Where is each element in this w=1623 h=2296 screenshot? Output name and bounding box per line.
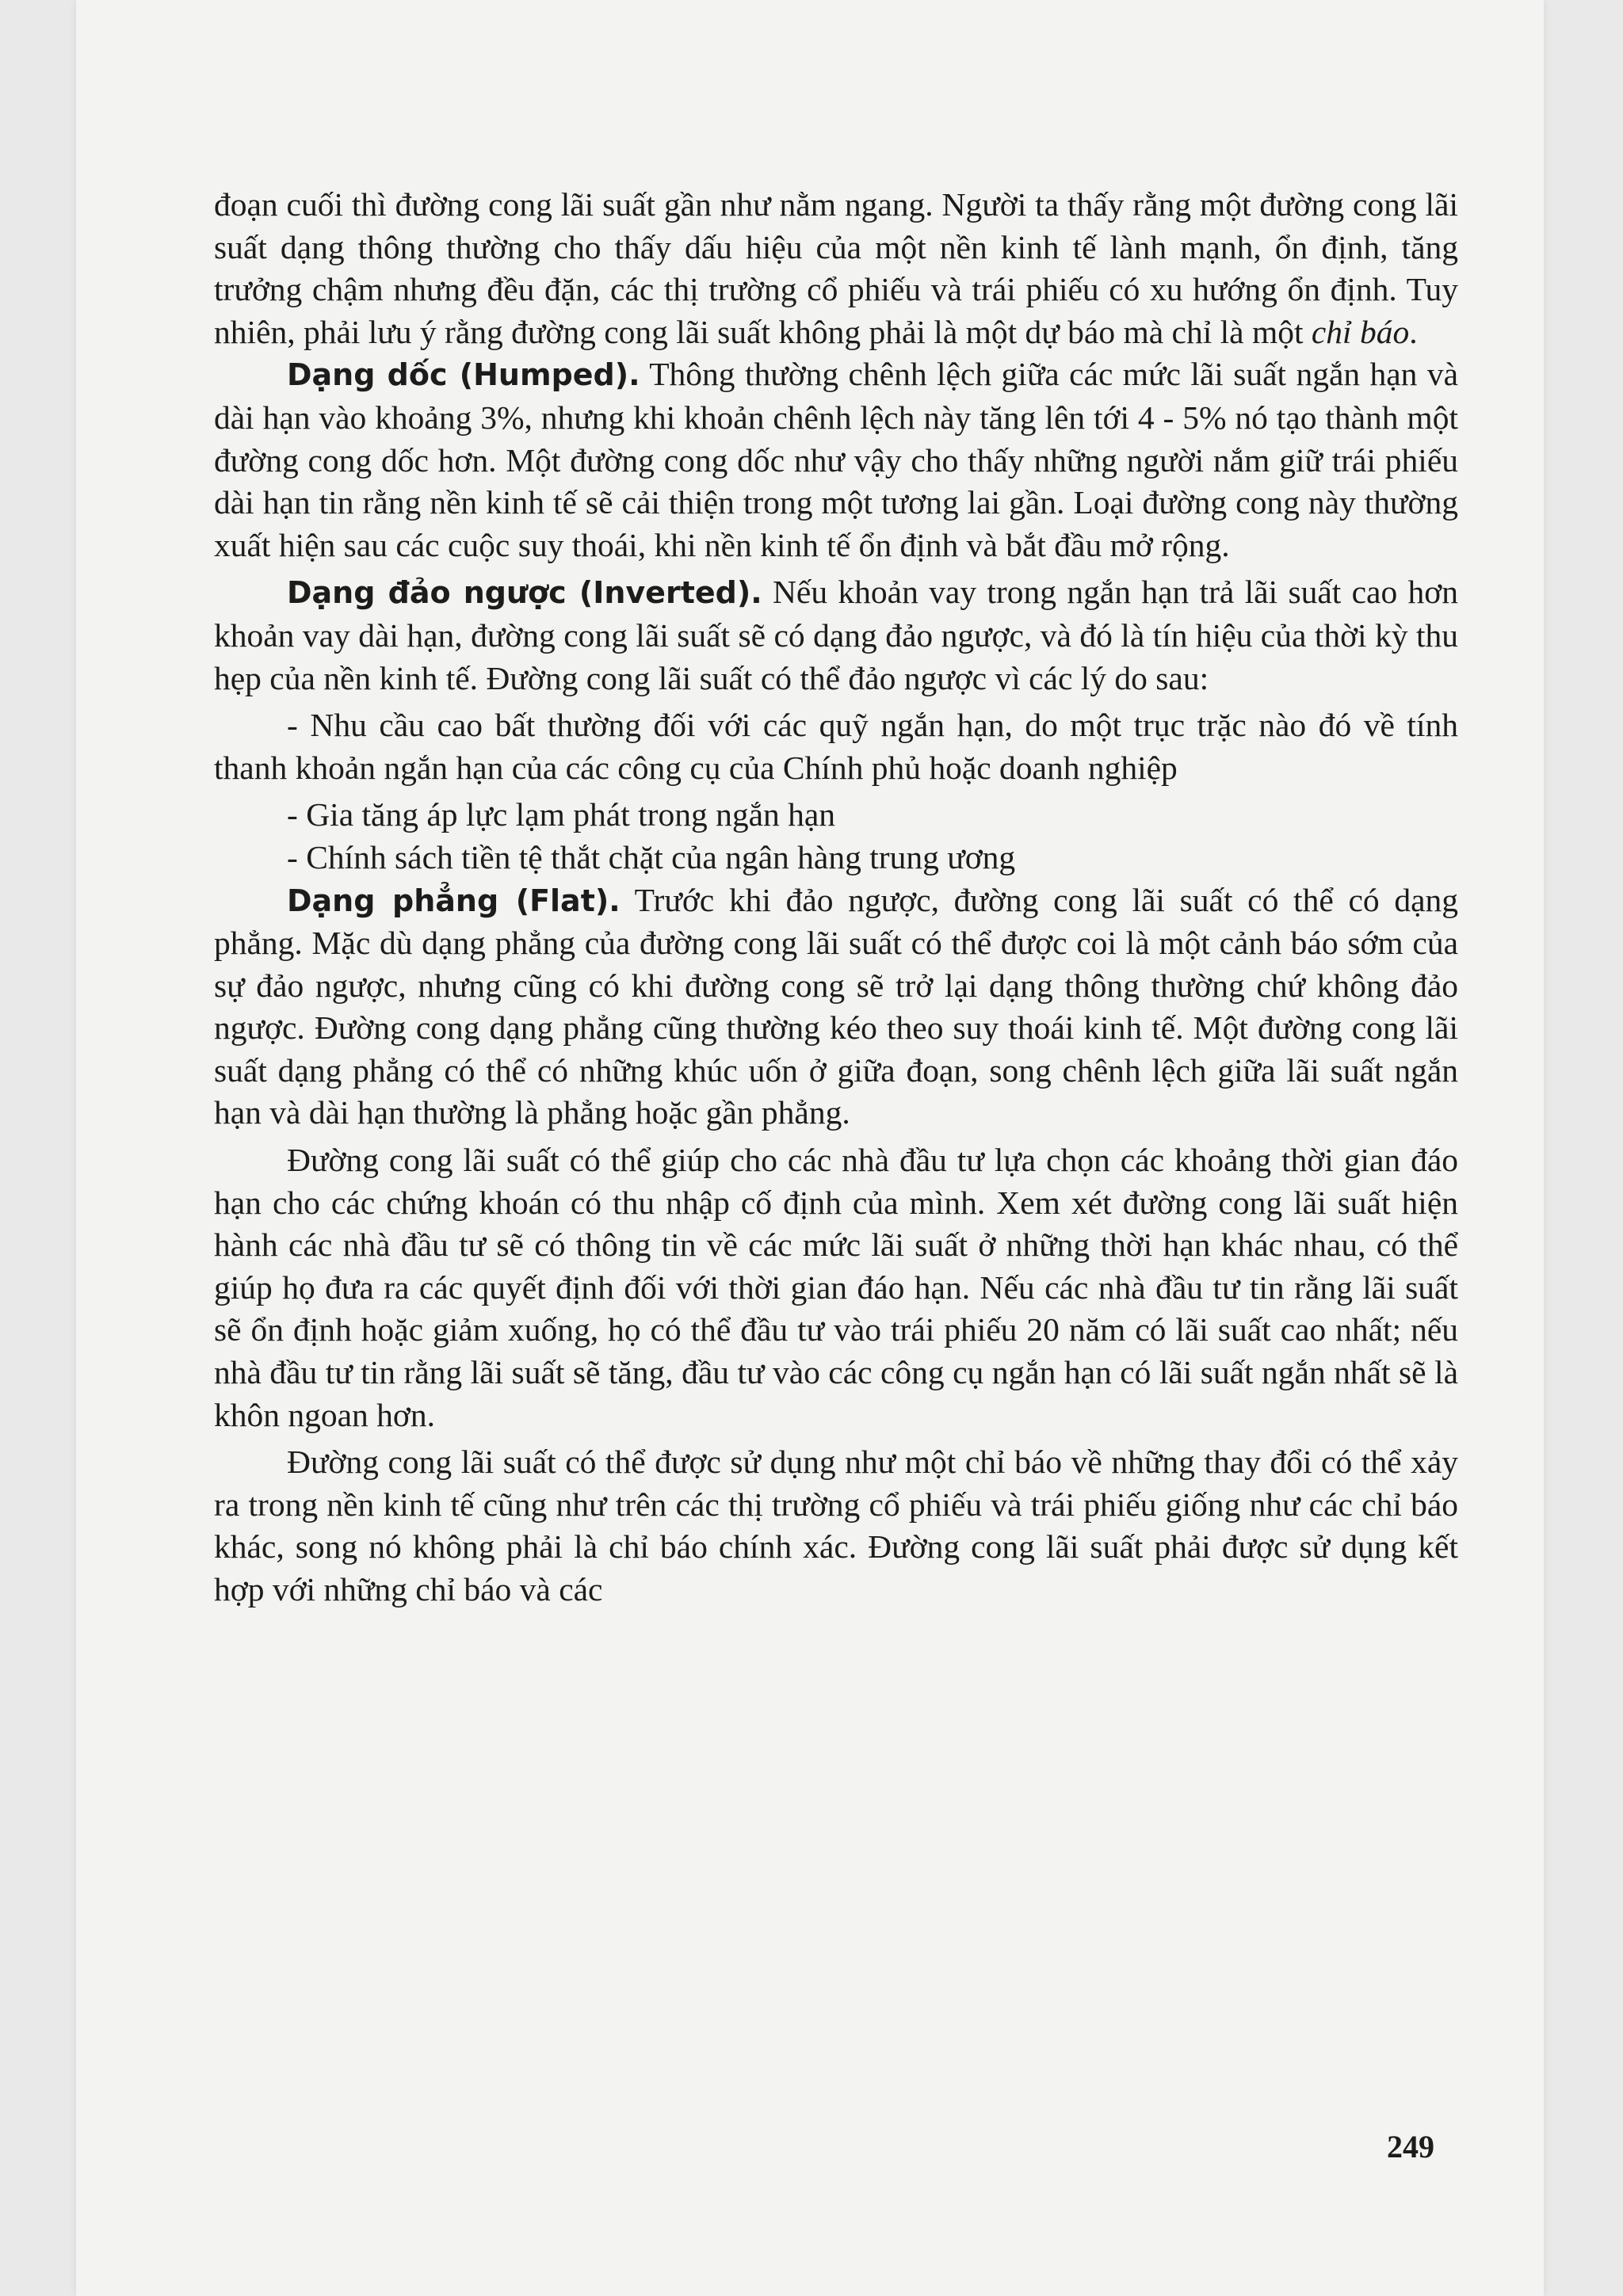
paragraph-text: Thông thường chênh lệch giữa các mức lãi suất ngắn hạn và dài hạn vào khoảng 3%, nhưng khi khoản chênh lệch này tăng lên tới 4 - 5% nó tạo thành một đường cong dốc hơn. Một đường cong dốc như vậy cho thấy những người nắm giữ trái phiếu dài hạn tin rằng nền kinh tế sẽ cải thiện trong một tương lai gần. Loại đường cong này thường xuất hiện sau các cuộc suy thoái, khi nền kinh tế ổn định và bắt đầu mở rộng. <box>214 356 1458 563</box>
body-text <box>214 184 1458 1611</box>
heading-humped: Dạng dốc (Humped). <box>287 357 640 393</box>
paragraph-flat <box>214 879 1458 1135</box>
paragraph-indicator-use: Đường cong lãi suất có thể được sử dụng như một chỉ báo về những thay đổi có thể xảy ra trong nền kinh tế cũng như trên các thị trường cổ phiếu và trái phiếu giống như các chỉ báo khác, song nó không phải là chỉ báo chính xác. Đường cong lãi suất phải được sử dụng kết hợp với những chỉ báo và các <box>214 1444 1458 1608</box>
page-number: 249 <box>1387 2129 1434 2164</box>
heading-flat: Dạng phẳng (Flat). <box>287 883 621 918</box>
paragraph-end: . <box>1409 313 1418 350</box>
list-item: - Nhu cầu cao bất thường đối với các quỹ ngắn hạn, do một trục trặc nào đó về tính thanh khoản ngắn hạn của các công cụ của Chính phủ hoặc doanh nghiệp <box>214 707 1458 786</box>
paragraph-text: Trước khi đảo ngược, đường cong lãi suất có thể có dạng phẳng. Mặc dù dạng phẳng của đường cong lãi suất có thể được coi là một cảnh báo sớm của sự đảo ngược, nhưng cũng có khi đường cong sẽ trở lại dạng thông thường chứ không đảo ngược. Đường cong dạng phẳng cũng thường kéo theo suy thoái kinh tế. Một đường cong lãi suất dạng phẳng có thể có những khúc uốn ở giữa đoạn, song chênh lệch giữa lãi suất ngắn hạn và dài hạn thường là phẳng hoặc gần phẳng. <box>214 881 1458 1131</box>
paragraph-humped <box>214 353 1458 566</box>
list-item: - Gia tăng áp lực lạm phát trong ngắn hạn <box>287 796 836 833</box>
list-item: - Chính sách tiền tệ thắt chặt của ngân hàng trung ương <box>287 838 1016 875</box>
paragraph-maturity-choice: Đường cong lãi suất có thể giúp cho các nhà đầu tư lựa chọn các khoảng thời gian đáo hạn cho các chứng khoán có thu nhập cố định của mình. Xem xét đường cong lãi suất hiện hành các nhà đầu tư sẽ có thông tin về các mức lãi suất ở những thời hạn khác nhau, có thể giúp họ đưa ra các quyết định đối với thời gian đáo hạn. Nếu các nhà đầu tư tin rằng lãi suất sẽ ổn định hoặc giảm xuống, họ có thể đầu tư vào trái phiếu 20 năm có lãi suất cao nhất; nếu nhà đầu tư tin rằng lãi suất sẽ tăng, đầu tư vào các công cụ ngắn hạn có lãi suất ngắn nhất sẽ là khôn ngoan hơn. <box>214 1142 1458 1433</box>
paragraph-text: Nếu khoản vay trong ngắn hạn trả lãi suất cao hơn khoản vay dài hạn, đường cong lãi suất sẽ có dạng đảo ngược, và đó là tín hiệu của thời kỳ thu hẹp của nền kinh tế. Đường cong lãi suất có thể đảo ngược vì các lý do sau: <box>214 574 1458 696</box>
paragraph-normal-curve <box>214 184 1458 353</box>
paragraph-inverted <box>214 571 1458 700</box>
heading-inverted: Dạng đảo ngược (Inverted). <box>287 575 762 611</box>
emphasis-indicator: chỉ báo <box>1311 313 1410 350</box>
paragraph-text: đoạn cuối thì đường cong lãi suất gần như nằm ngang. Người ta thấy rằng một đường cong lãi suất dạng thông thường cho thấy dấu hiệu của một nền kinh tế lành mạnh, ổn định, tăng trưởng chậm nhưng đều đặn, các thị trường cổ phiếu và trái phiếu có xu hướng ổn định. Tuy nhiên, phải lưu ý rằng đường cong lãi suất không phải là một dự báo mà chỉ là một <box>214 186 1458 350</box>
